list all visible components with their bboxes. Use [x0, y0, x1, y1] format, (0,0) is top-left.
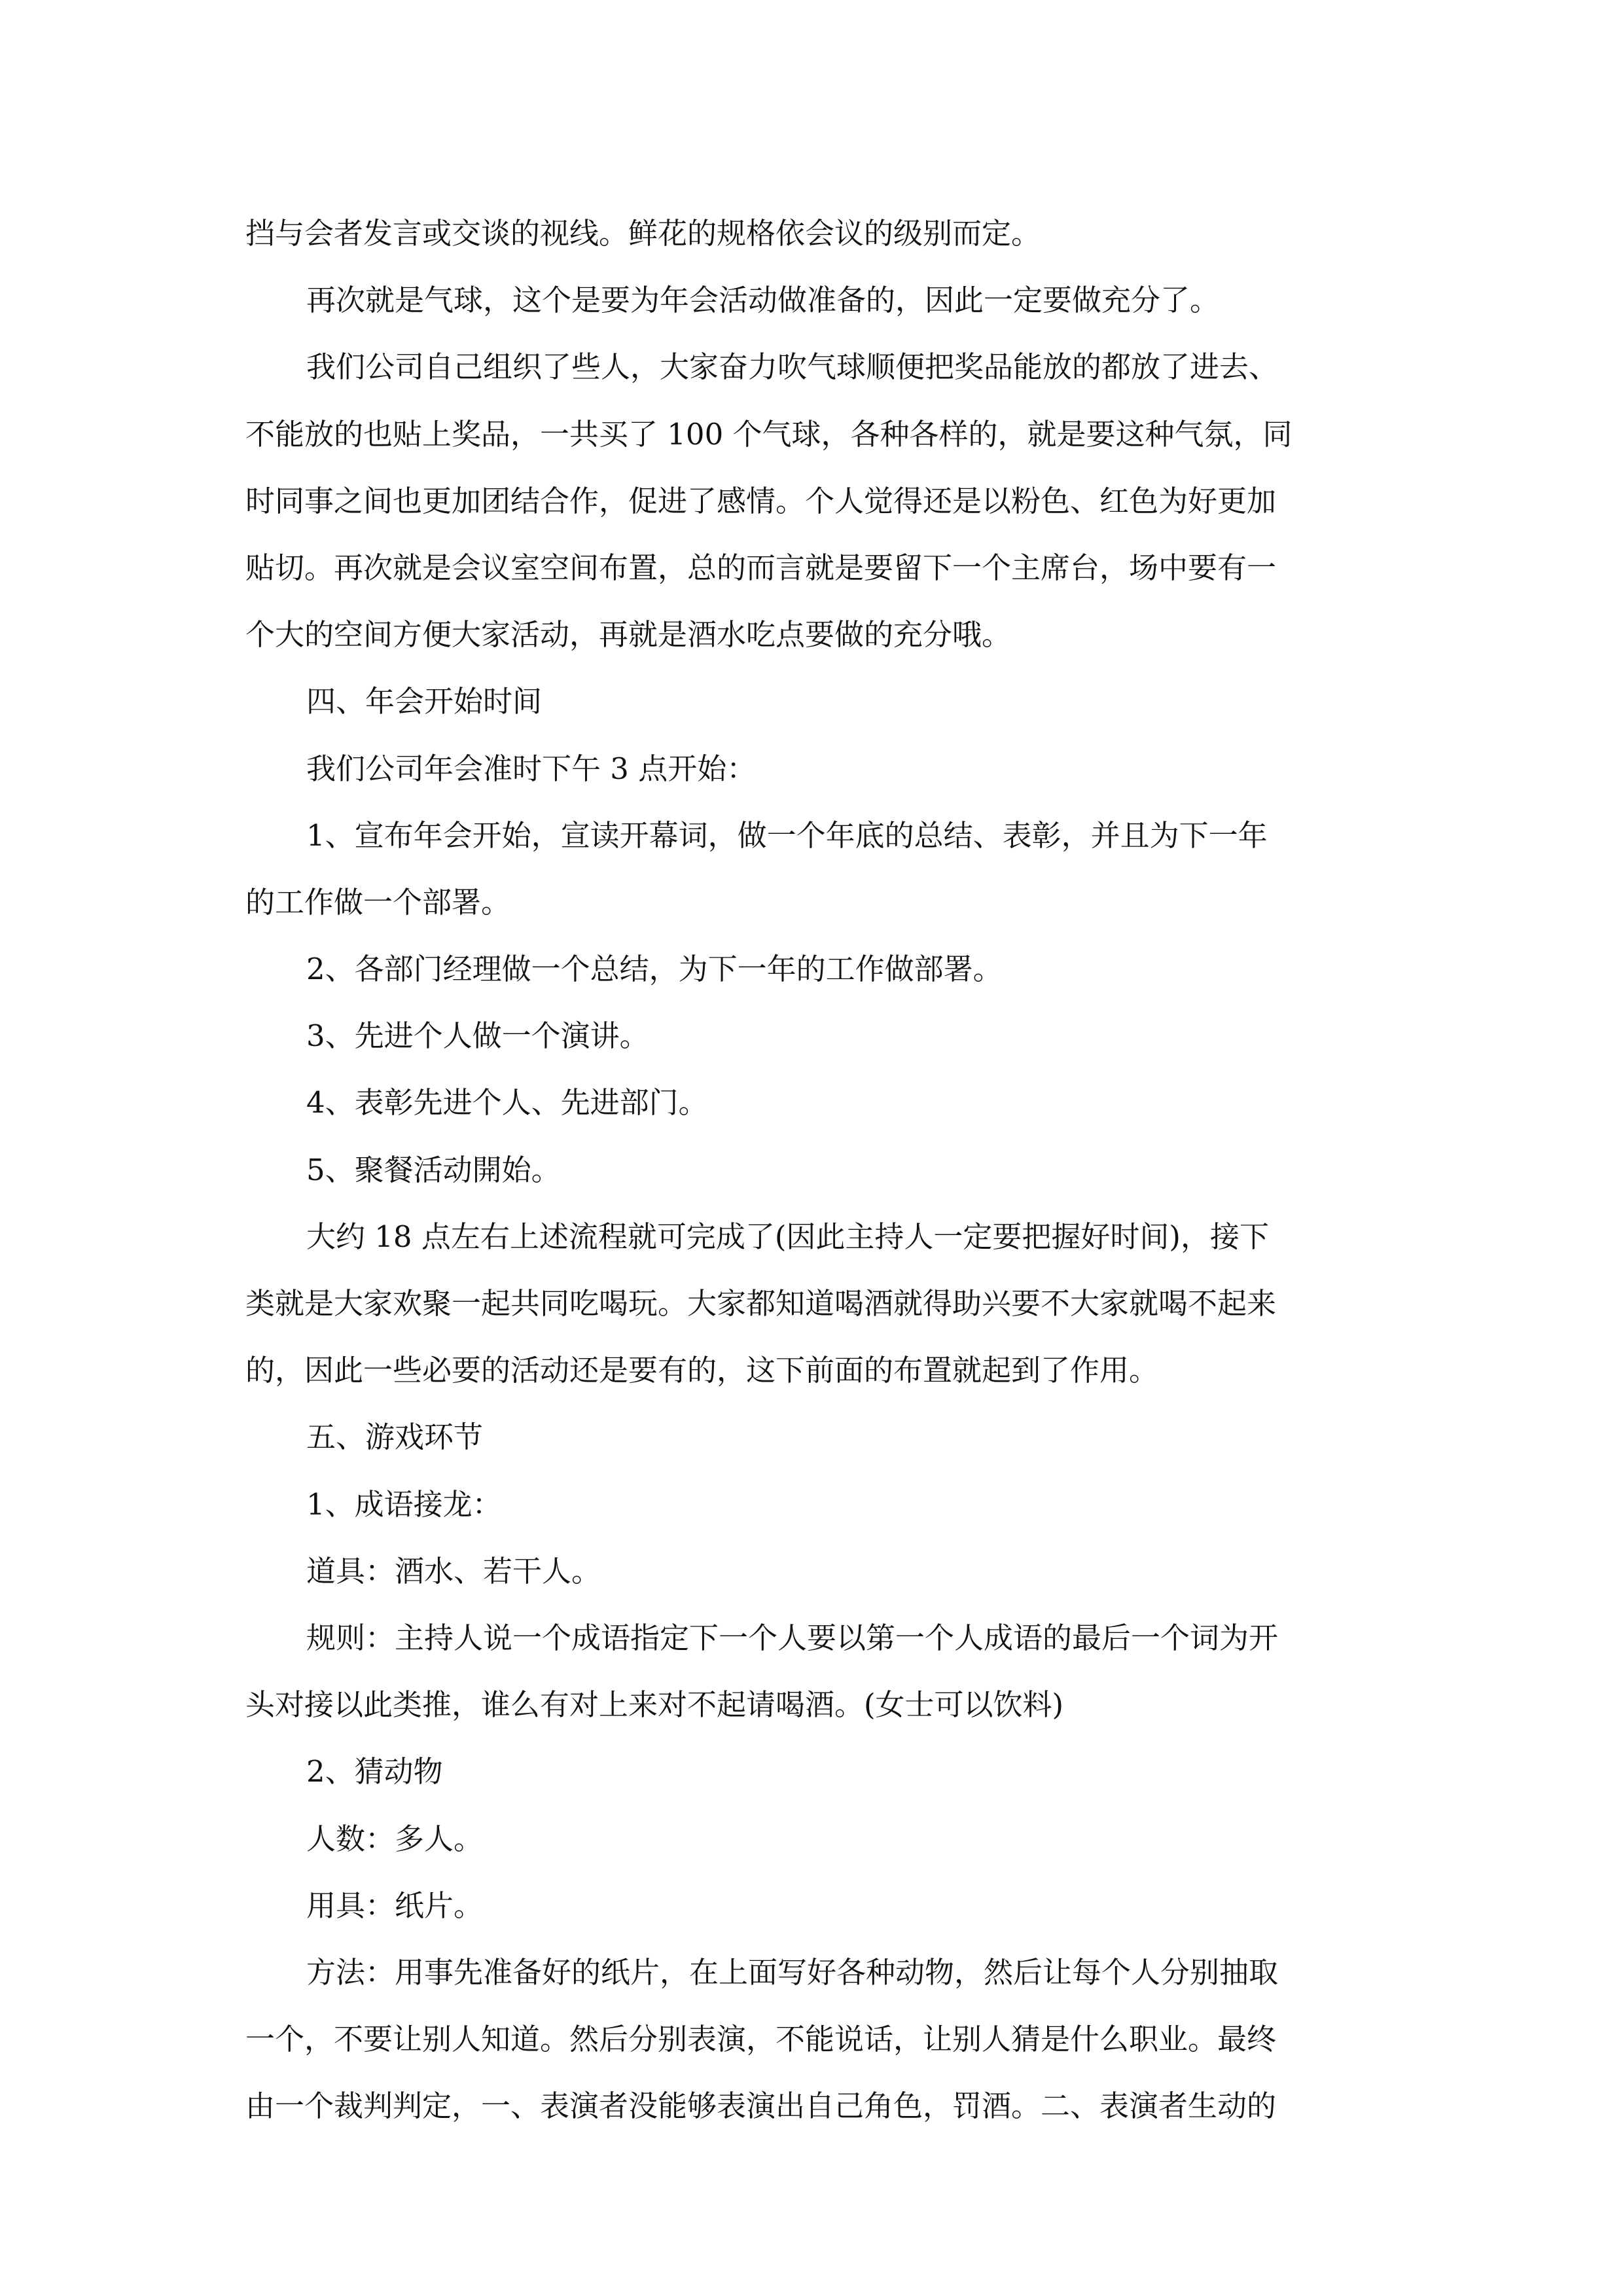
paragraph-line: 方法：用事先准备好的纸片，在上面写好各种动物，然后让每个人分别抽取	[306, 1954, 1279, 1990]
paragraph-line: 大约 18 点左右上述流程就可完成了(因此主持人一定要把握好时间)，接下	[306, 1219, 1269, 1254]
paragraph-line: 规则：主持人说一个成语指定下一个人要以第一个人成语的最后一个词为开	[306, 1620, 1279, 1655]
list-item: 1、宣布年会开始，宣读开幕词，做一个年底的总结、表彰，并且为下一年	[306, 817, 1268, 853]
list-item: 2、猜动物	[306, 1754, 443, 1789]
section-heading: 五、游戏环节	[306, 1420, 484, 1455]
paragraph-line: 挡与会者发言或交谈的视线。鲜花的规格依会议的级别而定。	[245, 216, 1041, 251]
paragraph-line: 道具：酒水、若干人。	[306, 1553, 601, 1588]
list-item: 5、聚餐活动開始。	[306, 1152, 561, 1187]
paragraph-line: 一个，不要让别人知道。然后分别表演，不能说话，让别人猜是什么职业。最终	[245, 2022, 1277, 2057]
paragraph-line: 人数：多人。	[306, 1821, 484, 1856]
section-heading: 四、年会开始时间	[306, 684, 543, 719]
paragraph-line: 不能放的也贴上奖品，一共买了 100 个气球，各种各样的，就是要这种气氛，同	[245, 416, 1293, 452]
paragraph-line: 我们公司年会准时下午 3 点开始：	[306, 751, 757, 786]
paragraph-line: 再次就是气球，这个是要为年会活动做准备的，因此一定要做充分了。	[306, 283, 1220, 318]
paragraph-line: 个大的空间方便大家活动，再就是酒水吃点要做的充分哦。	[245, 617, 1012, 653]
list-item: 1、成语接龙：	[306, 1486, 502, 1522]
paragraph-line: 我们公司自己组织了些人，大家奋力吹气球顺便把奖品能放的都放了进去、	[306, 350, 1279, 385]
paragraph-line: 由一个裁判判定，一、表演者没能够表演出自己角色，罚酒。二、表演者生动的	[245, 2089, 1277, 2124]
paragraph-line: 时同事之间也更加团结合作，促进了感情。个人觉得还是以粉色、红色为好更加	[245, 483, 1277, 518]
list-item: 4、表彰先进个人、先进部门。	[306, 1085, 708, 1121]
list-item: 2、各部门经理做一个总结，为下一年的工作做部署。	[306, 952, 1003, 987]
paragraph-line: 的，因此一些必要的活动还是要有的，这下前面的布置就起到了作用。	[245, 1353, 1159, 1388]
list-item: 3、先进个人做一个演讲。	[306, 1018, 649, 1054]
paragraph-line: 类就是大家欢聚一起共同吃喝玩。大家都知道喝酒就得助兴要不大家就喝不起来	[245, 1286, 1277, 1321]
paragraph-line: 用具：纸片。	[306, 1888, 484, 1923]
list-item-continuation: 的工作做一个部署。	[245, 884, 511, 920]
document-body	[245, 200, 1384, 2140]
paragraph-line: 贴切。再次就是会议室空间布置，总的而言就是要留下一个主席台，场中要有一	[245, 550, 1277, 585]
paragraph-line: 头对接以此类推，谁么有对上来对不起请喝酒。(女士可以饮料)	[245, 1687, 1064, 1723]
